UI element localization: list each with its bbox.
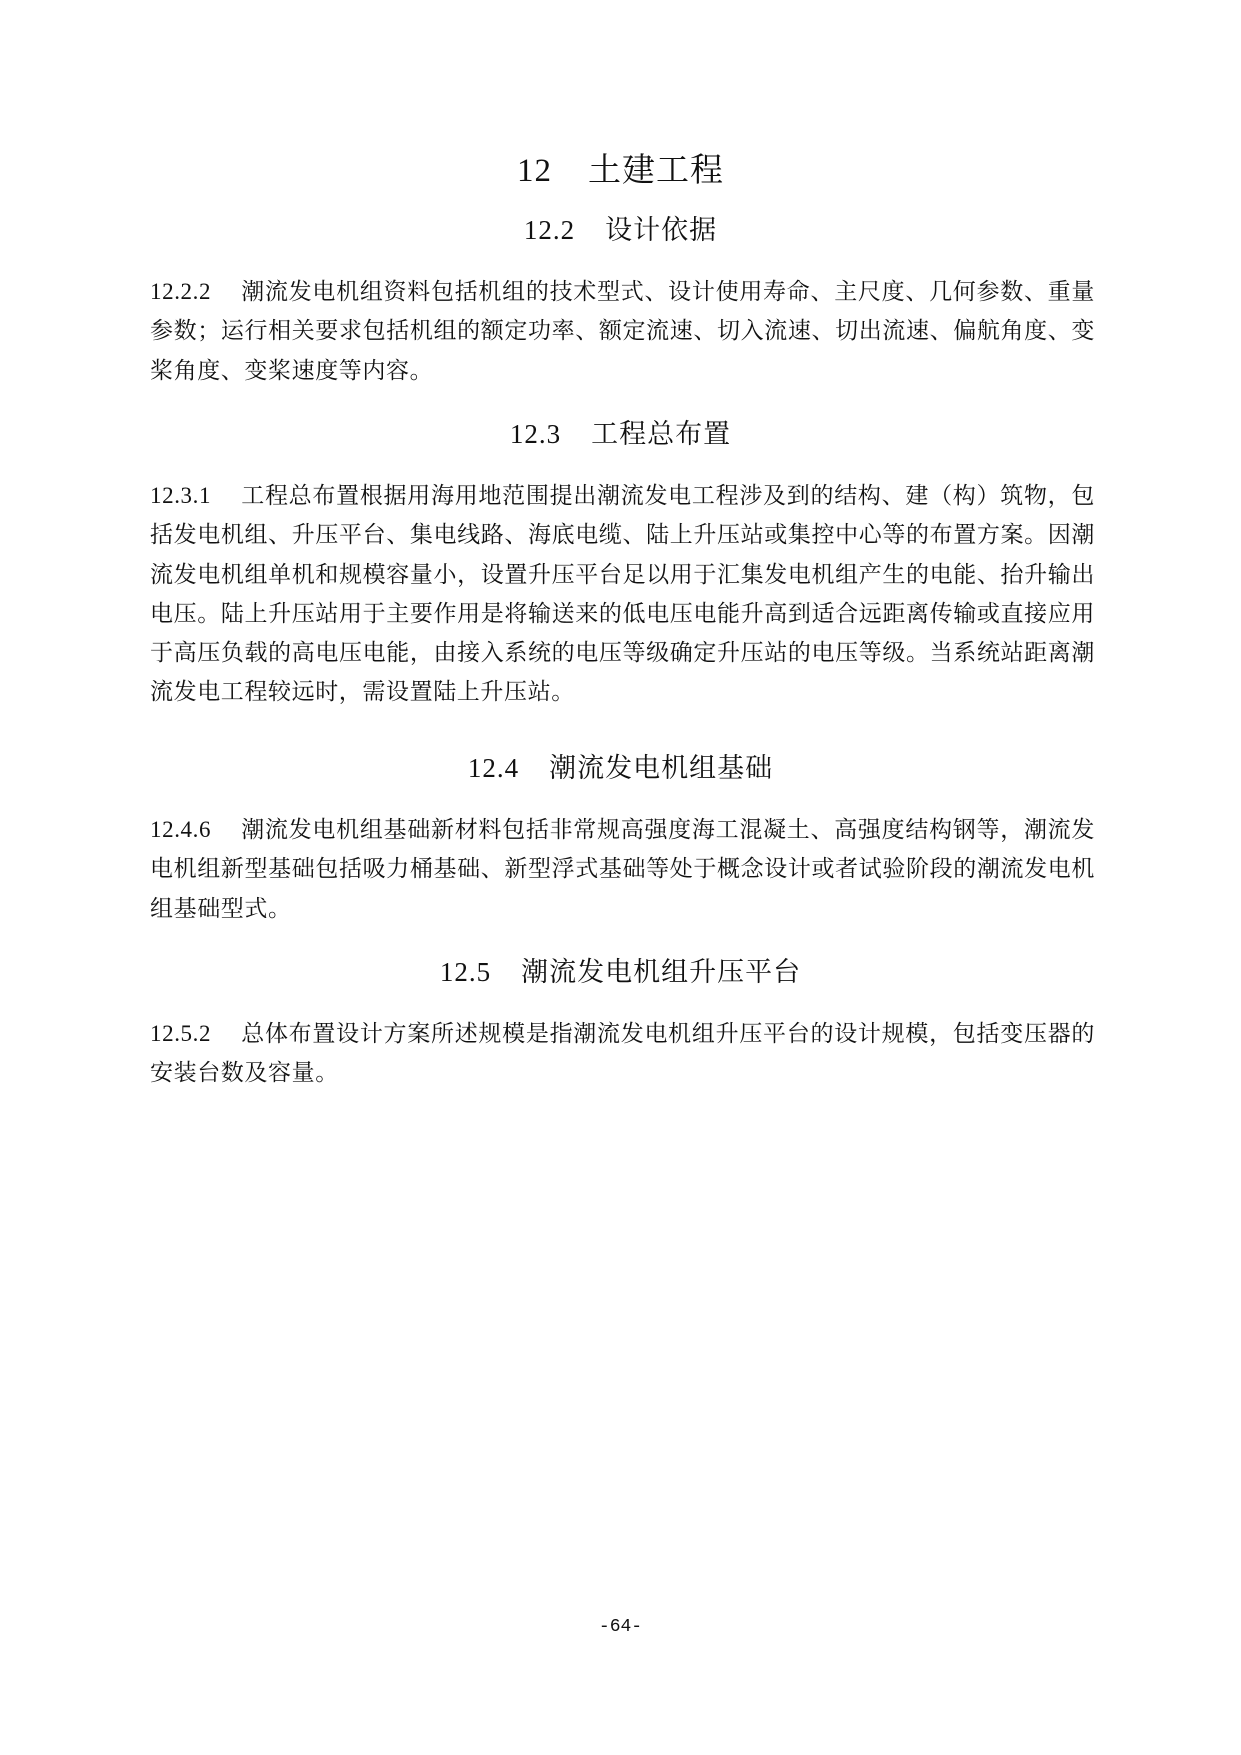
section-number: 12.5 xyxy=(439,957,492,987)
clause-12-4-6 xyxy=(150,810,1095,929)
clause-12-5-2 xyxy=(150,1014,1095,1094)
page-number: -64- xyxy=(598,1617,643,1637)
section-number: 12.3 xyxy=(509,419,562,449)
section-number: 12.2 xyxy=(523,215,576,245)
clause-12-3-1 xyxy=(150,476,1095,713)
clause-text: 潮流发电机组资料包括机组的技术型式、设计使用寿命、主尺度、几何参数、重量参数；运行相关要求包括机组的额定功率、额定流速、切入流速、切出流速、偏航角度、变桨角度、变桨速度等内容。 xyxy=(150,279,1095,384)
clause-number: 12.3.1 xyxy=(150,483,212,508)
clause-text: 总体布置设计方案所述规模是指潮流发电机组升压平台的设计规模，包括变压器的安装台数及容量。 xyxy=(150,1021,1095,1087)
section-heading-12-5 xyxy=(0,954,1241,991)
section-heading-12-2 xyxy=(0,212,1241,249)
section-heading-12-3 xyxy=(0,416,1241,453)
clause-text: 工程总布置根据用海用地范围提出潮流发电工程涉及到的结构、建（构）筑物，包括发电机组、升压平台、集电线路、海底电缆、陆上升压站或集控中心等的布置方案。因潮流发电机组单机和规模容量小，设置升压平台足以用于汇集发电机组产生的电能、抬升输出电压。陆上升压站用于主要作用是将输送来的低电压电能升高到适合远距离传输或直接应用于高压负载的高电压电能，由接入系统的电压等级确定升压站的电压等级。当系统站距离潮流发电工程较远时，需设置陆上升压站。 xyxy=(150,483,1095,706)
section-number: 12.4 xyxy=(467,753,520,783)
chapter-title-text: 土建工程 xyxy=(588,150,724,189)
chapter-number: 12 xyxy=(517,153,552,189)
clause-number: 12.4.6 xyxy=(150,817,212,842)
clause-number: 12.5.2 xyxy=(150,1021,212,1046)
section-heading-12-4 xyxy=(0,750,1241,787)
section-title-text: 设计依据 xyxy=(605,215,718,246)
section-title-text: 潮流发电机组升压平台 xyxy=(521,957,802,988)
clause-number: 12.2.2 xyxy=(150,279,212,304)
clause-12-2-2 xyxy=(150,272,1095,391)
clause-text: 潮流发电机组基础新材料包括非常规高强度海工混凝土、高强度结构钢等，潮流发电机组新型基础包括吸力桶基础、新型浮式基础等处于概念设计或者试验阶段的潮流发电机组基础型式。 xyxy=(150,817,1095,922)
section-title-text: 工程总布置 xyxy=(591,419,732,450)
section-title-text: 潮流发电机组基础 xyxy=(549,753,774,784)
chapter-title xyxy=(0,148,1241,193)
